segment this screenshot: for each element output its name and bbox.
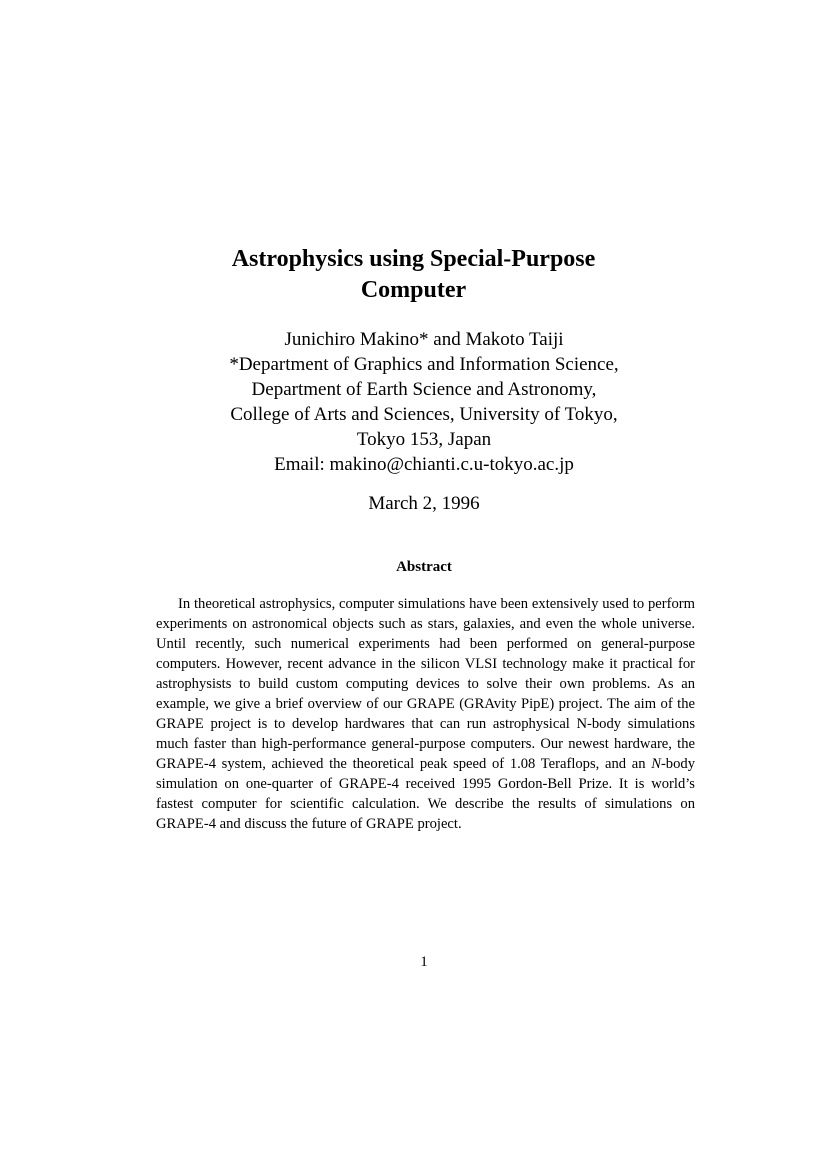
affiliation-line-3: College of Arts and Sciences, University of Tokyo, [230, 404, 618, 425]
paper-date: March 2, 1996 [368, 493, 480, 514]
paper-title-line-2: Computer [360, 277, 467, 303]
paper-title-line-1: Astrophysics using Special-Purpose [231, 246, 596, 272]
affiliation-line-1: *Department of Graphics and Information Science, [229, 354, 619, 375]
author-email: Email: makino@chianti.c.u-tokyo.ac.jp [274, 454, 574, 475]
affiliation-line-2: Department of Earth Science and Astronomy, [251, 379, 597, 400]
abstract-text-part-2: -body simulation on one-quarter of GRAPE-4 received 1995 Gordon-Bell Prize. It is world’s fastest computer for scientific calculation. We describe the results of simulations on GRAPE-4 and discuss the future of GRAPE project. [156, 756, 695, 832]
author-names: Junichiro Makino* and Makoto Taiji [284, 329, 564, 350]
author-block [0, 327, 827, 477]
abstract-heading: Abstract [396, 559, 452, 575]
abstract-italic-n: N [651, 756, 661, 772]
affiliation-line-4: Tokyo 153, Japan [356, 429, 492, 450]
page-number: 1 [420, 954, 428, 970]
abstract-text-part-1: In theoretical astrophysics, computer simulations have been extensively used to perform experiments on astronomical objects such as stars, galaxies, and even the whole universe. Until recently, such numerical experiments had been performed on general-purpose computers. However, recent advance in the silicon VLSI technology make it practical for astrophysists to build custom computing devices to solve their own problems. As an example, we give a brief overview of our GRAPE (GRAvity PipE) project. The aim of the GRAPE project is to develop hardwares that can run astrophysical N-body simulations much faster than high-performance general-purpose computers. Our newest hardware, the GRAPE-4 system, achieved the theoretical peak speed of 1.08 Teraflops, and an [156, 596, 695, 772]
abstract-body [156, 594, 695, 834]
paper-title [0, 244, 827, 306]
